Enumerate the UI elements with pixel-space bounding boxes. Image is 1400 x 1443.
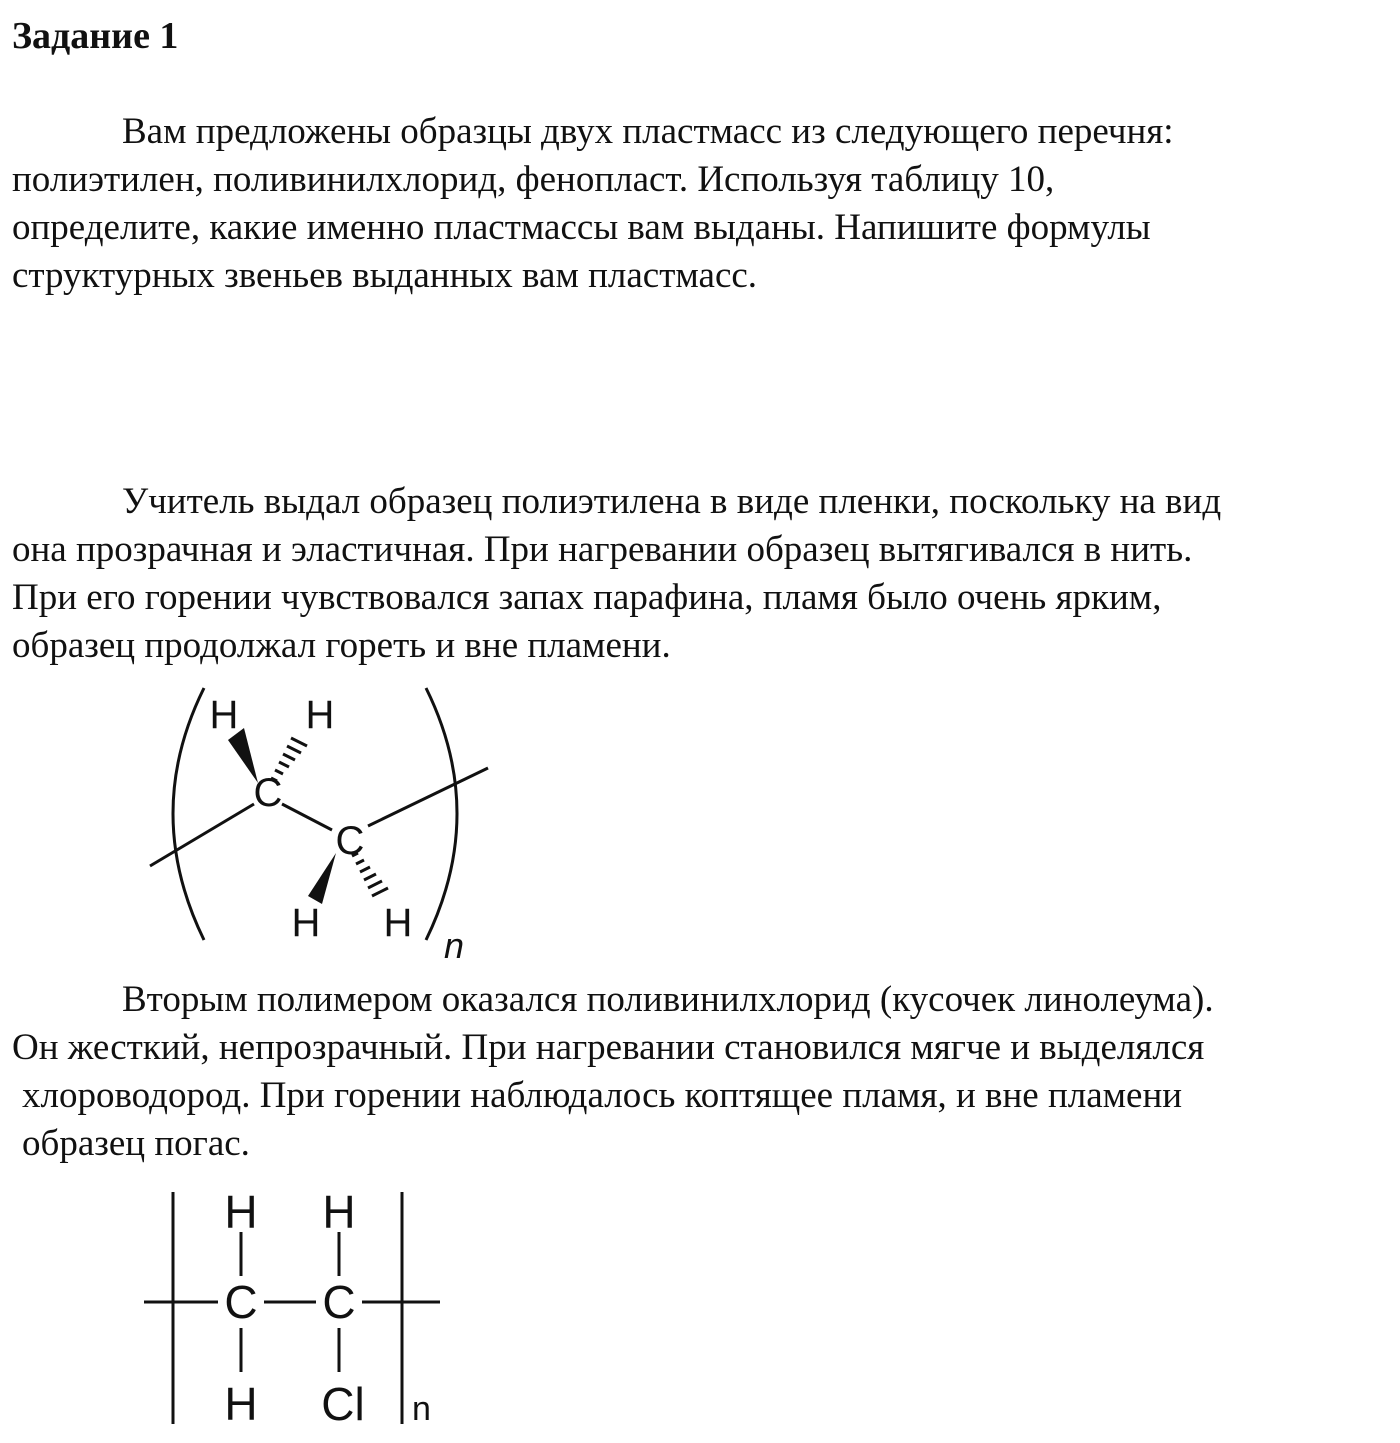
task-line: определите, какие именно пластмассы вам выданы. Напишите формулы [12,207,1151,248]
task-statement [12,108,1384,300]
pvc-structural-formula [140,1176,450,1436]
chain-bond [368,768,488,826]
atom-label: H [305,693,335,737]
atom-label: H [291,901,321,945]
atom-label: H [224,1186,258,1238]
polyethylene-line: При его горении чувствовался запах парафина, пламя было очень ярким, [12,577,1162,618]
repeat-subscript: n [412,1390,431,1428]
atom-label: H [224,1378,258,1430]
atom-label: H [383,901,413,945]
pvc-line: Вторым полимером оказался поливинилхлорид (кусочек линолеума). [122,979,1214,1020]
polyethylene-paragraph [12,478,1384,670]
left-bracket [173,688,204,940]
chain-bond [282,804,332,830]
wedge-bond [308,853,336,904]
polyethylene-line: она прозрачная и эластичная. При нагревании образец вытягивался в нить. [12,529,1193,570]
task-line: структурных звеньев выданных вам пластмасс. [12,255,758,296]
atom-label: C [253,771,283,815]
right-bracket [426,688,457,940]
pvc-line: образец погас. [22,1123,250,1164]
chain-bond [150,804,254,866]
atom-label: H [209,693,239,737]
atom-label: Cl [321,1378,365,1430]
pvc-line: Он жесткий, непрозрачный. При нагревании становился мягче и выделялся [12,1027,1205,1068]
atom-label: H [322,1186,356,1238]
atom-label: C [224,1276,258,1328]
atom-label: C [335,819,365,863]
task-line: полиэтилен, поливинилхлорид, фенопласт. Используя таблицу 10, [12,159,1055,200]
repeat-subscript: n [444,925,465,966]
pvc-line: хлороводород. При горении наблюдалось коптящее пламя, и вне пламени [22,1075,1183,1116]
pvc-paragraph [12,976,1384,1168]
task-heading: Задание 1 [12,15,179,57]
polyethylene-line: образец продолжал гореть и вне пламени. [12,625,671,666]
polyethylene-structural-formula [140,678,500,968]
atom-label: C [322,1276,356,1328]
task-line: Вам предложены образцы двух пластмасс из следующего перечня: [122,111,1174,152]
polyethylene-line: Учитель выдал образец полиэтилена в виде пленки, поскольку на вид [122,481,1222,522]
